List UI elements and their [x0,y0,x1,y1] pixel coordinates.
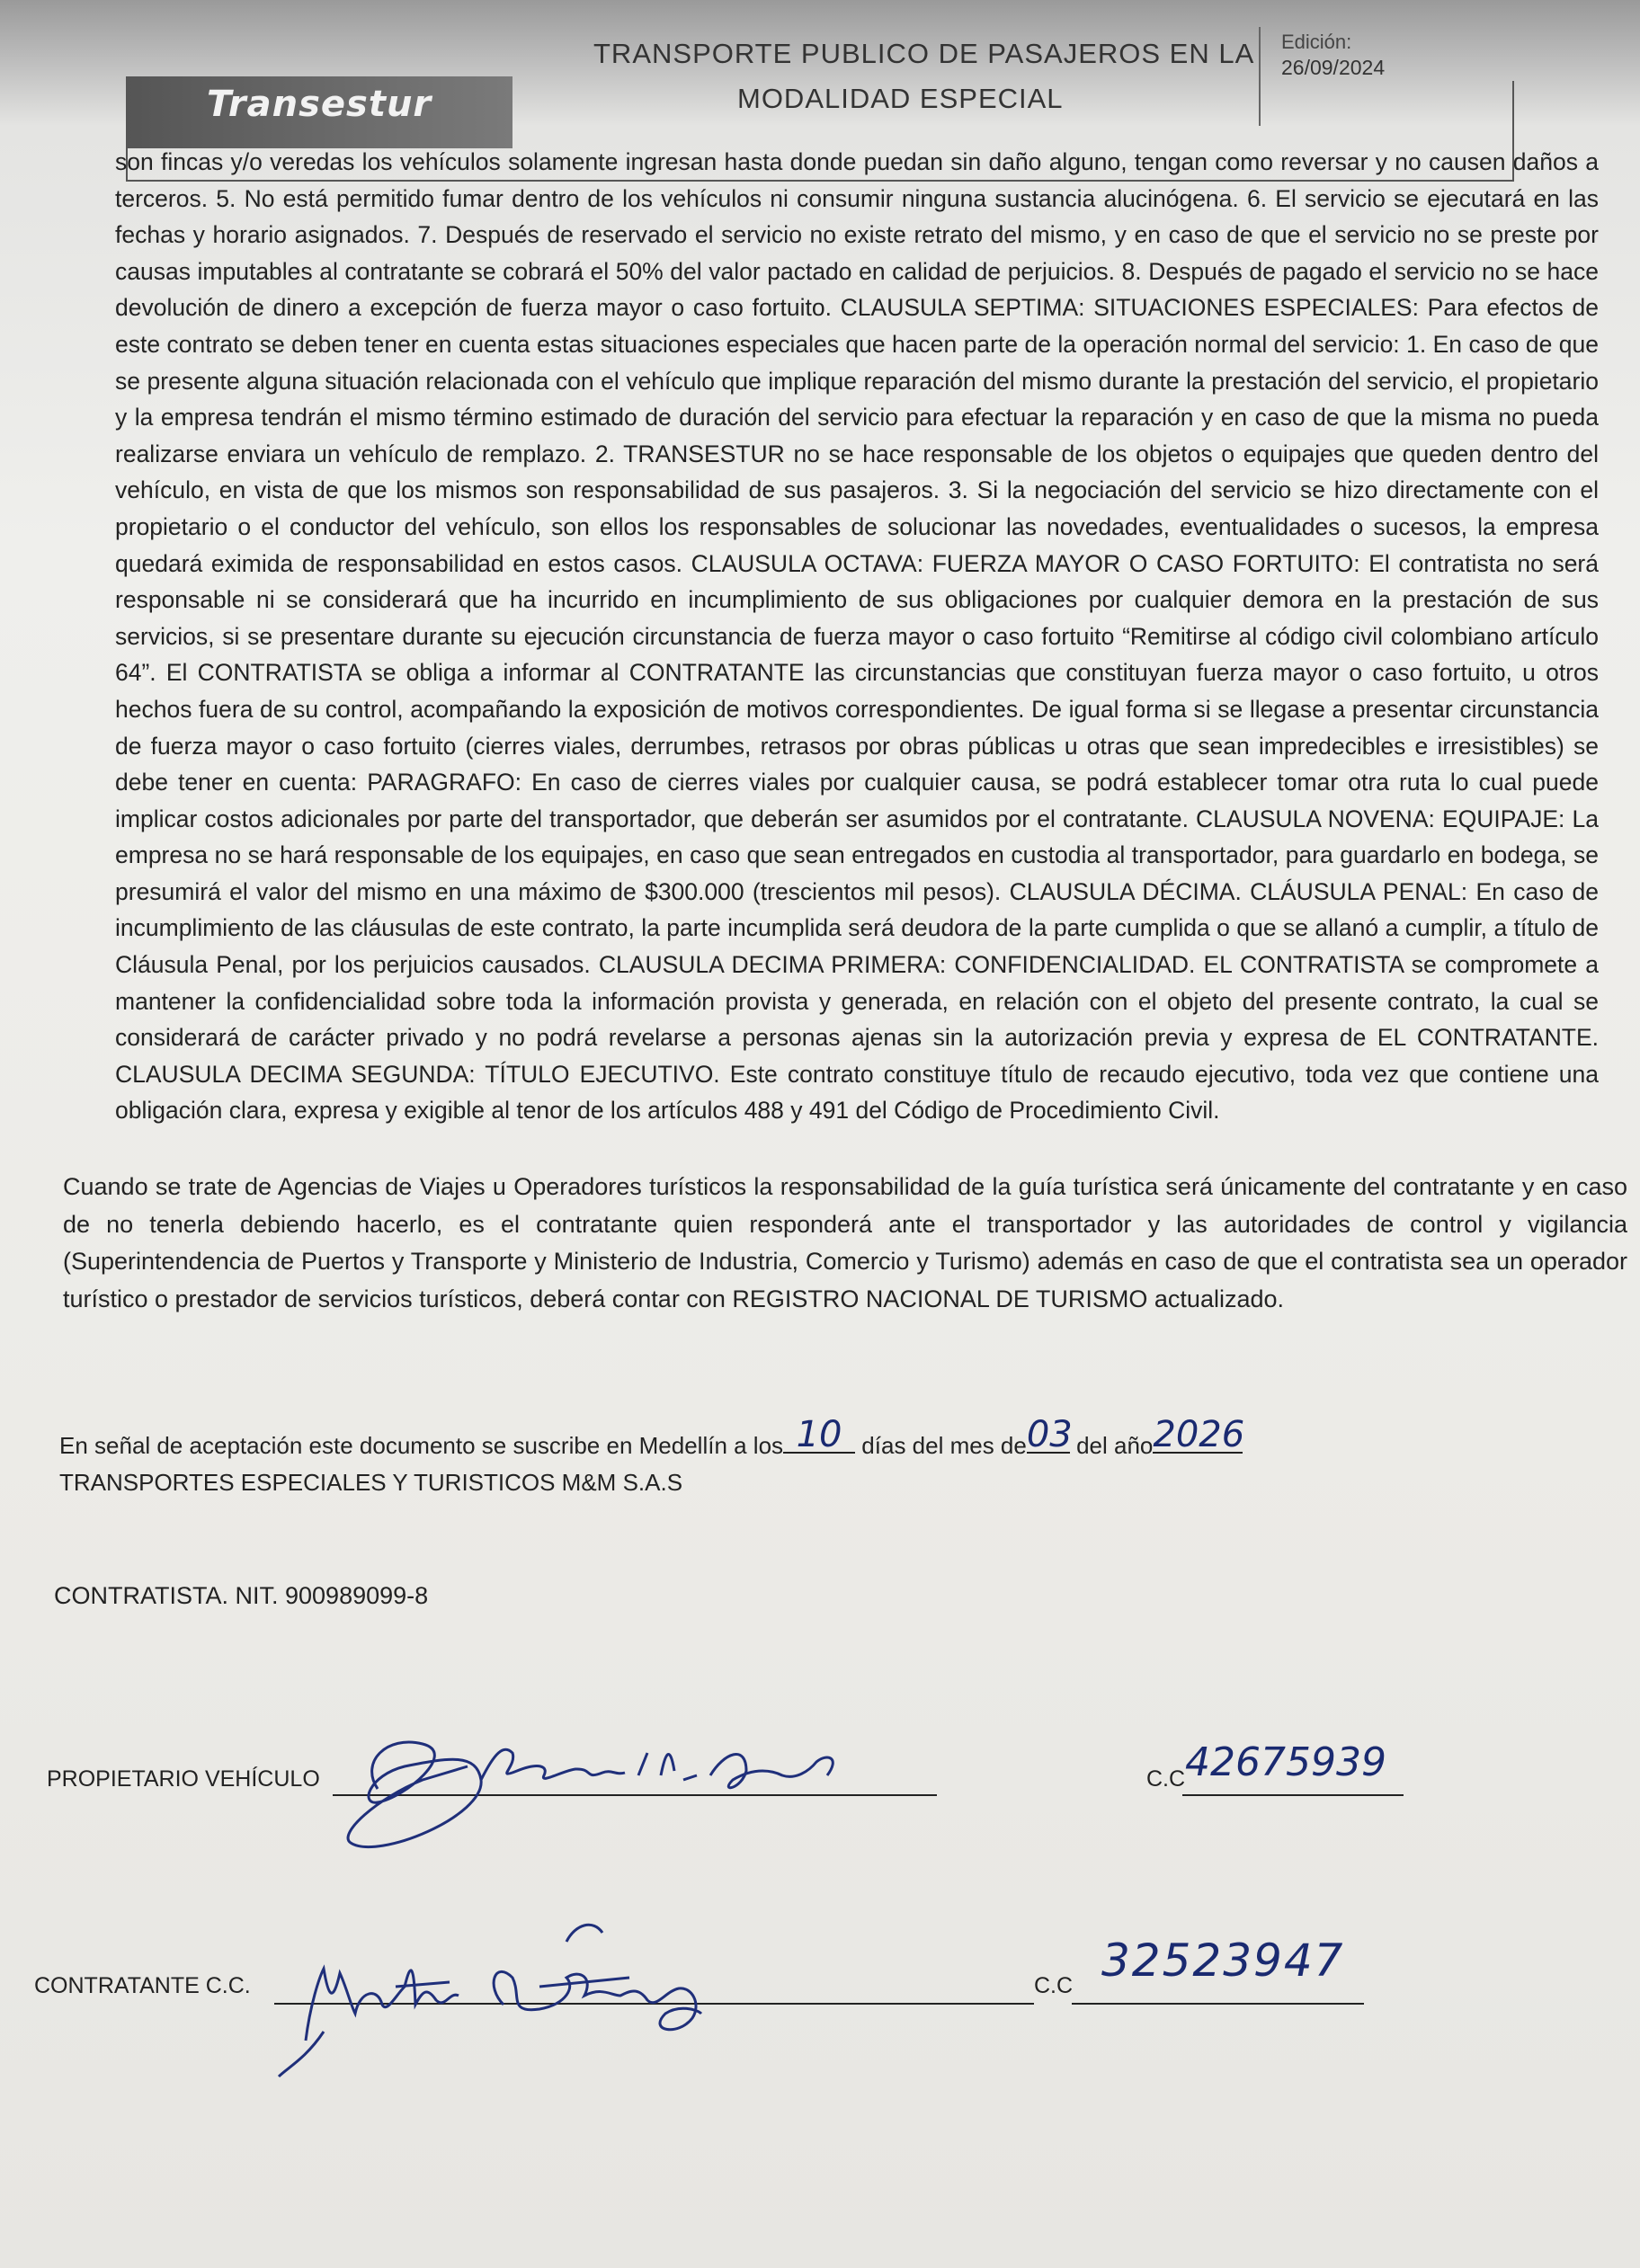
contratista-nit: CONTRATISTA. NIT. 900989099-8 [54,1582,429,1609]
header-title-line2: MODALIDAD ESPECIAL [737,83,1064,114]
owner-signature [324,1690,863,1870]
owner-cc-handwritten: 42675939 [1185,1739,1386,1785]
acceptance-prefix: En señal de aceptación este documento se suscribe en Medellín a los [59,1432,784,1459]
edition-date: 26/09/2024 [1281,56,1386,79]
tourism-agencies-paragraph: Cuando se trate de Agencias de Viajes u Operadores turísticos la responsabilidad de la guía turística será únicamente del contratante y en caso de no tenerla debiendo hacerlo, es el contratante quien responderá ante el transportador y las autoridades de control y vigilancia (Superintendencia de Puertos y Transporte y Ministerio de Industria, Comercio y Turismo) además en caso de que el contratista sea un operador turístico o prestador de servicios turísticos, deberá contar con REGISTRO NACIONAL DE TURISMO actualizado. [63,1173,1627,1312]
acceptance-line [59,1414,1245,1460]
company-name: TRANSPORTES ESPECIALES Y TURISTICOS M&M S.A.S [59,1469,683,1496]
client-cc-label: C.C [1034,1973,1074,1998]
owner-label: PROPIETARIO VEHÍCULO [47,1766,320,1792]
logo-text: Transestur [207,84,432,125]
acceptance-mid2: del año [1076,1432,1154,1459]
edition-label: Edición: [1281,31,1352,53]
header-title-line1: TRANSPORTE PUBLICO DE PASAJEROS EN LA [593,38,1255,69]
client-signature [270,1906,773,2086]
day-blank [783,1414,855,1455]
acceptance-mid1: días del mes de [861,1432,1027,1459]
owner-cc-line [1182,1794,1404,1796]
month-handwritten: 03 [1026,1414,1073,1455]
day-handwritten: 10 [796,1414,842,1455]
owner-cc-label: C.C [1146,1766,1186,1792]
header-divider [1259,27,1261,126]
client-cc-handwritten: 32523947 [1101,1934,1345,1987]
year-blank [1153,1414,1245,1455]
client-cc-line [1072,2003,1364,2005]
year-handwritten: 2026 [1153,1414,1245,1455]
contract-clauses-paragraph: son fincas y/o veredas los vehículos solamente ingresan hasta donde puedan sin daño alguno, tengan como reversar y no causen daños a terceros. 5. No está permitido fumar dentro de los vehículos ni consumir ninguna sustancia alucinógena. 6. El servicio se ejecutará en las fechas y horario asignados. 7. Después de reservado el servicio no existe retrato del mismo, y en caso de que el servicio no se preste por causas imputables al contratante se cobrará el 50% del valor pactado en calidad de perjuicios. 8. Después de pagado el servicio no se hace devolución de dinero a excepción de fuerza mayor o caso fortuito. CLAUSULA SEPTIMA: SITUACIONES ESPECIALES: Para efectos de este contrato se deben tener en cuenta estas situaciones especiales que hacen parte de la operación normal del servicio: 1. En caso de que se presente alguna situación relacionada con el vehículo que implique reparación del mismo durante la prestación del servicio, el propietario y la empresa tendrán el mismo término estimado de duración del servicio para efectuar la reparación y en caso de que la misma no pueda realizarse enviara un vehículo de remplazo. 2. TRANSESTUR no se hace responsable de los objetos o equipajes que queden dentro del vehículo, en vista de que los mismos son responsabilidad de sus pasajeros. 3. Si la negociación del servicio se hizo directamente con el propietario o el conductor del vehículo, son ellos los responsables de solucionar las novedades, eventualidades o sucesos, la empresa quedará eximida de responsabilidad en estos casos. CLAUSULA OCTAVA: FUERZA MAYOR O CASO FORTUITO: El contratista no será responsable ni se considerará que ha incurrido en incumplimiento de sus obligaciones por cualquier demora en la prestación de sus servicios, si se presentare durante su ejecución circunstancia de fuerza mayor o caso fortuito “Remitirse al código civil colombiano artículo 64”. El CONTRATISTA se obliga a informar al CONTRATANTE las circunstancias que constituyan fuerza mayor o caso fortuito, u otros hechos fuera de su control, acompañando la exposición de motivos correspondientes. De igual forma si se llegase a presentar circunstancia de fuerza mayor o caso fortuito (cierres viales, derrumbes, retrasos por obras públicas u otras que sean impredecibles e irresistibles) se debe tener en cuenta: PARAGRAFO: En caso de cierres viales por cualquier causa, se podrá establecer tomar otra ruta lo cual puede implicar costos adicionales por parte del transportador, que deberán ser asumidos por el contratante. CLAUSULA NOVENA: EQUIPAJE: La empresa no se hará responsable de los equipajes, en caso que sean entregados en custodia al transportador, para guardarlo en bodega, se presumirá el valor del mismo en una máximo de $300.000 (trescientos mil pesos). CLAUSULA DÉCIMA. CLÁUSULA PENAL: En caso de incumplimiento de las cláusulas de este contrato, la parte incumplida será deudora de la parte cumplida o que se allanó a cumplir, a título de Cláusula Penal, por los perjuicios causados. CLAUSULA DECIMA PRIMERA: CONFIDENCIALIDAD. EL CONTRATISTA se compromete a mantener la confidencialidad sobre toda la información provista y generada, en relación con el objeto del presente contrato, la cual se considerará de carácter privado y no podrá revelarse a personas ajenas sin la autorización previa y expresa de EL CONTRATANTE. CLAUSULA DECIMA SEGUNDA: TÍTULO EJECUTIVO. Este contrato constituye título de recaudo ejecutivo, toda vez que contiene una obligación clara, expresa y exigible al tenor de los artículos 488 y 491 del Código de Procedimiento Civil. [115,148,1599,1125]
month-blank [1026,1414,1073,1455]
client-label: CONTRATANTE C.C. [34,1973,251,1998]
